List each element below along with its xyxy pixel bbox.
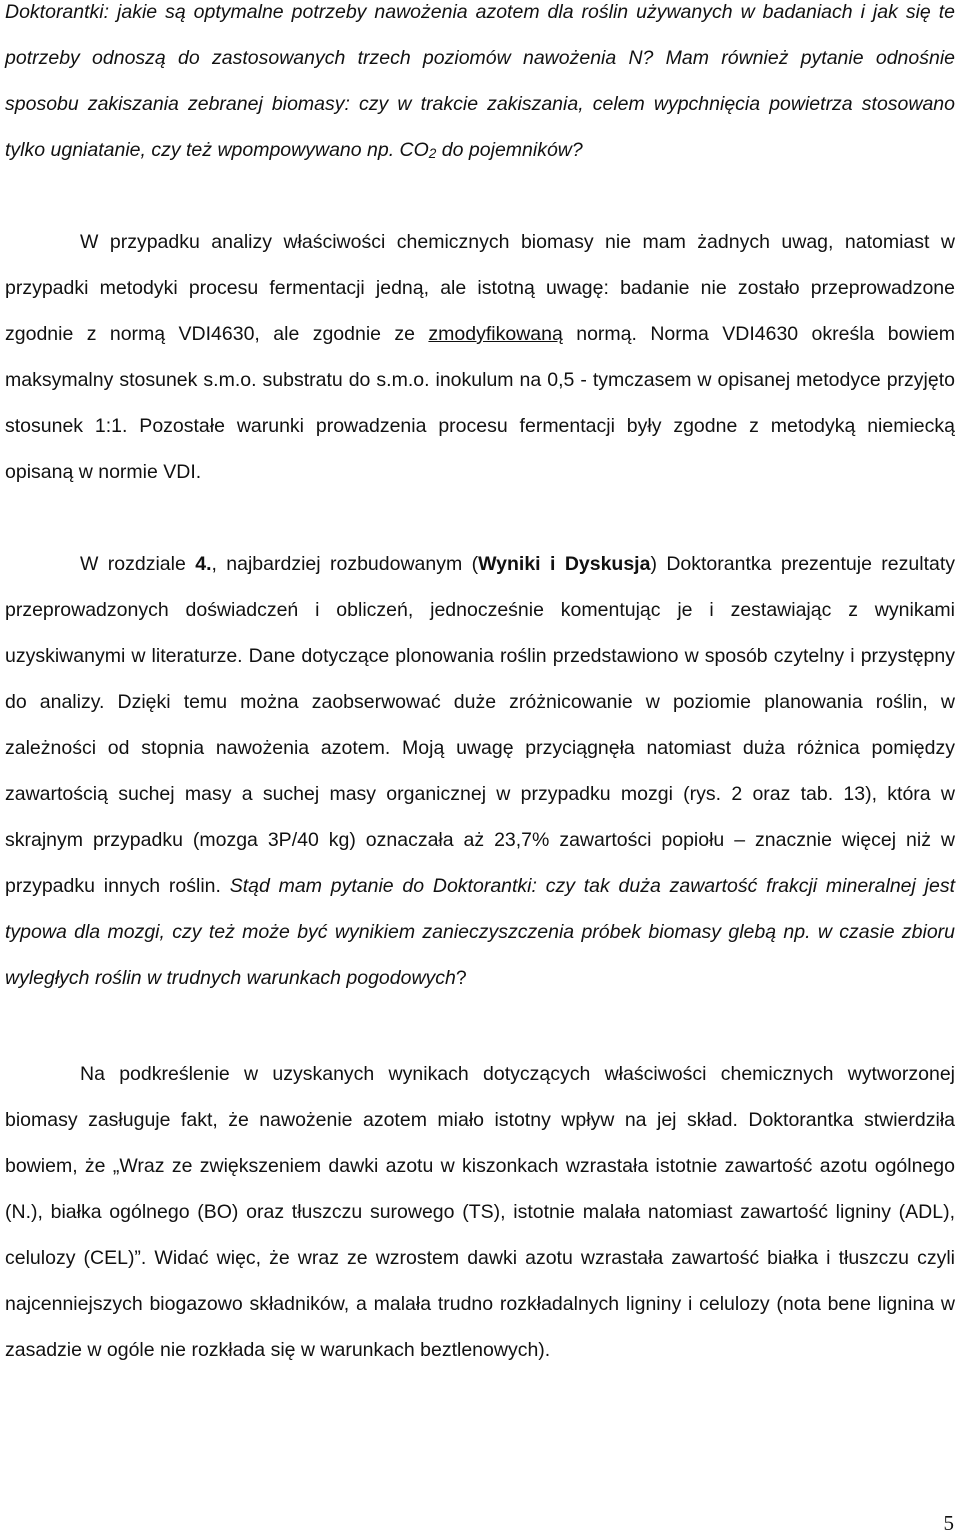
paragraph-fermentation-method [5, 219, 955, 495]
paragraph-results-discussion [5, 541, 955, 1001]
paragraph-2-rest: normą. Norma VDI4630 określa bowiem maksymalny stosunek s.m.o. substratu do s.m.o. inokulum na 0,5 - tymczasem w opisanej metodyce przyjęto stosunek 1:1. Pozostałe warunki prowadzenia procesu fermentacji były zgodne z metodyką niemiecką opisaną w normie VDI. [5, 323, 956, 483]
page-number: 5 [943, 1511, 954, 1535]
question-mark: ? [455, 967, 467, 989]
co2-subscript: 2 [428, 146, 437, 161]
paragraph-1-end: do pojemników? [436, 139, 583, 161]
chapter-number: 4. [195, 553, 212, 575]
question-to-doctoral-student: Stąd mam pytanie do Doktorantki: czy tak duża zawartość frakcji mineralnej jest typowa dla mozgi, czy też może być wynikiem zanieczyszczenia próbek biomasy glebą np. w czasie zbioru wyległych roślin w trudnych warunkach pogodowych [5, 875, 955, 989]
paragraph-question-nitrogen [5, 0, 955, 173]
chapter-title-word-2: i [550, 553, 556, 575]
chapter-title-space [541, 553, 550, 575]
chapter-title-word-3: Dyskusja [564, 553, 651, 575]
paragraph-4-text: Na podkreślenie w uzyskanych wynikach dotyczących właściwości chemicznych wytworzonej biomasy zasługuje fakt, że nawożenie azotem miało istotny wpływ na jej skład. Doktorantka stwierdziła bowiem, że „Wraz ze zwiększeniem dawki azotu w kiszonkach wzrastała istotnie zawartość azotu ogólnego (N.), białka ogólnego (BO) oraz tłuszczu surowego (TS), istotnie malała natomiast zawartość ligniny (ADL), celulozy (CEL)”. Widać więc, że wraz ze wzrostem dawki azotu wzrastała zawartość białka i tłuszczu czyli najcenniejszych biogazowo składników, a malała trudno rozkładalnych ligniny i celulozy (nota bene lignina w zasadzie w ogóle nie rozkłada się w warunkach beztlenowych). [5, 1063, 955, 1361]
underlined-word: zmodyfikowaną [428, 323, 563, 345]
paragraph-2-text: W przypadku analizy właściwości chemicznych biomasy nie mam żadnych uwag, natomiast w przypadki metodyki procesu fermentacji jedną, ale istotną uwagę: badanie nie zostało przeprowadzone zgodnie z normą VDI4630, ale zgodnie ze [5, 231, 955, 345]
paragraph-3-intro: W rozdziale [80, 553, 196, 575]
paragraph-1-text: Doktorantki: jakie są optymalne potrzeby nawożenia azotem dla roślin używanych w badaniach i jak się te potrzeby odnoszą do zastosowanych trzech poziomów nawożenia N? Mam również pytanie odnośnie sposobu zakiszania zebranej biomasy: czy w trakcie zakiszania, celem wypchnięcia powietrza stosowano tylko ugniatanie, czy też wpompowywano np. CO [5, 1, 955, 161]
paragraph-3-body: ) Doktorantka prezentuje rezultaty przeprowadzonych doświadczeń i obliczeń, jednocześnie komentując je i zestawiając z wynikami uzyskiwanymi w literaturze. Dane dotyczące plonowania roślin przedstawiono w sposób czytelny i przystępny do analizy. Dzięki temu można zaobserwować duże zróżnicowanie w poziomie planowania roślin, w zależności od stopnia nawożenia azotem. Moją uwagę przyciągnęła natomiast duża różnica pomiędzy zawartością suchej masy a suchej masy organicznej w przypadku mozgi (rys. 2 oraz tab. 13), która w skrajnym przypadku (mozga 3P/40 kg) oznaczała aż 23,7% zawartości popiołu – znacznie więcej niż w przypadku innych roślin. [5, 553, 955, 897]
chapter-title-word-1: Wyniki [478, 553, 541, 575]
paragraph-3-text: , najbardziej rozbudowanym ( [211, 553, 479, 575]
chapter-title-space-2 [555, 553, 564, 575]
paragraph-chemical-properties [5, 1051, 955, 1373]
